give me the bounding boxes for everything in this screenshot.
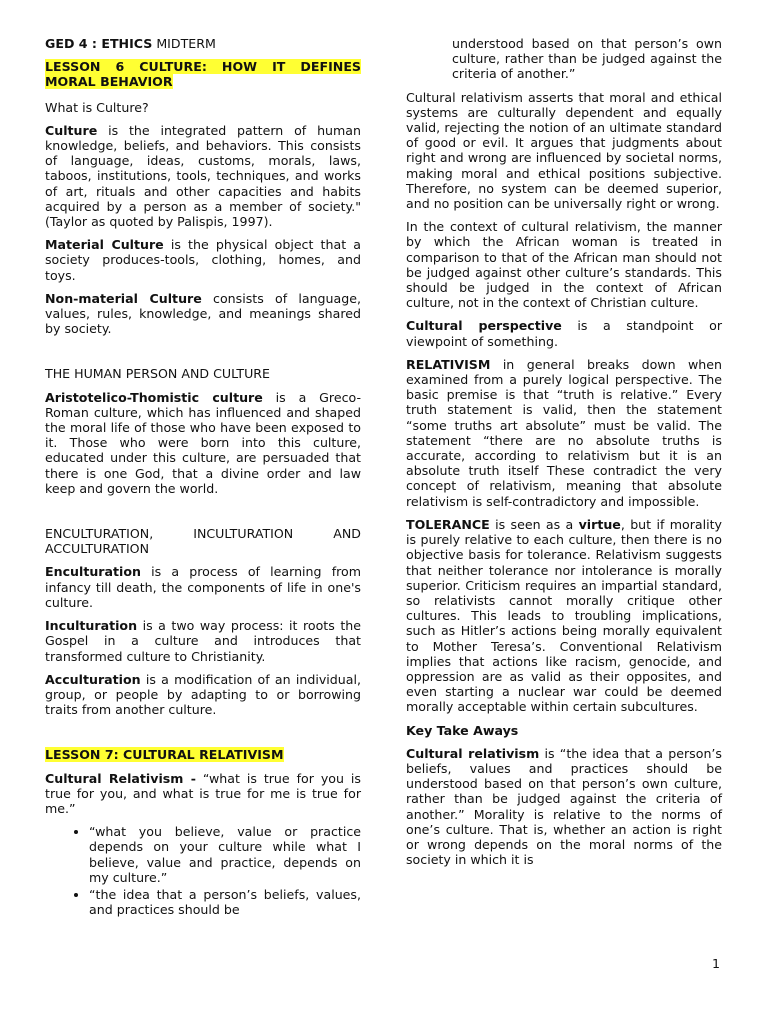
acculturation-definition: Acculturation is a modification of an individual, group, or people by adapting to or borrowing traits from another culture.: [45, 671, 361, 718]
relativism-bullet-list: [45, 824, 361, 917]
right-column: [406, 36, 722, 875]
aristotelico-definition: Aristotelico-Thomistic culture is a Greco-Roman culture, which has influenced and shaped the moral life of those who have been exposed to it. Those who were born into this culture, educated under this culture, are persuaded that there is one God, that a divine order and law keep and govern the world.: [45, 389, 361, 496]
inculturation-definition: Inculturation is a two way process: it roots the Gospel in a culture and introduces that transformed culture to Christianity.: [45, 618, 361, 664]
bullet-continuation: understood based on that person’s own culture, rather than be judged against the criteria of another.”: [452, 36, 722, 82]
relativism-paragraph: RELATIVISM in general breaks down when examined from a purely logical perspective. The basic premise is that “truth is relative.” Every truth statement is valid, then the statement “some truths art absolute” must be valid. The statement “there are no absolute truths is accurate, according to relativism but it is an absolute truth itself These contradict the very concept of relativism, meaning that absolute relativism is self-contradictory and impossible.: [406, 356, 722, 509]
list-item: • “the idea that a person’s beliefs, values, and practices should be: [89, 887, 361, 917]
culture-question: What is Culture?: [45, 99, 149, 115]
nonmaterial-culture-definition: Non-material Culture consists of language, values, rules, knowledge, and meanings shared by society.: [45, 290, 361, 337]
key-takeaways-heading: Key Take Aways: [406, 722, 519, 738]
cultural-relativism-definition: Cultural Relativism - “what is true for you is true for you, and what is true for me is true for me.”: [45, 770, 361, 816]
material-culture-definition: Material Culture is the physical object that a society produces-tools, clothing, homes, and toys.: [45, 237, 361, 283]
left-column: [45, 36, 361, 919]
lesson6-title: LESSON 6 CULTURE: HOW IT DEFINES MORAL BEHAVIOR: [45, 59, 361, 90]
african-context-paragraph: In the context of cultural relativism, the manner by which the African woman is treated in comparison to that of the African man should not be judged against other culture’s standards. This should be judged in the context of African culture, not in the context of Christian culture.: [406, 219, 722, 311]
enculturation-definition: Enculturation is a process of learning from infancy till death, the components of life in one's culture.: [45, 564, 361, 610]
enculturation-heading: ENCULTURATION, INCULTURATION AND ACCULTURATION: [45, 526, 361, 557]
tolerance-paragraph: TOLERANCE is seen as a virtue, but if morality is purely relative to each culture, then there is no objective basis for tolerance. Relativism suggests that neither tolerance nor intolerance is morally superior. Criticism requires an impartial standard, so relativists cannot morally critique other cultures. This leads to troubling implications, such as Hitler’s actions being morally equivalent to Mother Teresa’s. Conventional Relativism implies that actions like racism, genocide, and oppression are as valid as their opposites, and even starting a nuclear war could be deemed morally acceptable within certain subcultures.: [406, 516, 722, 715]
doc-header: GED 4 : ETHICS MIDTERM: [45, 36, 216, 51]
page-number: 1: [712, 956, 721, 971]
list-item: • “what you believe, value or practice depends on your culture while what I believe, value and practice, depends on my culture.”: [89, 824, 361, 885]
cultural-perspective-definition: Cultural perspective is a standpoint or viewpoint of something.: [406, 318, 723, 349]
key-takeaway-paragraph: Cultural relativism is “the idea that a person’s beliefs, values and practices should be understood based on that person’s own culture, rather than be judged against the criteria of another.” Morality is relative to the norms of one’s culture. That is, whether an action is right or wrong depends on the moral norms of the society in which it is: [406, 745, 722, 868]
relativism-asserts-paragraph: Cultural relativism asserts that moral and ethical systems are culturally dependent and equally valid, rejecting the notion of an ultimate standard of good or evil. It argues that judgments about right and wrong are influenced by societal norms, making moral and ethical positions subjective. Therefore, no system can be deemed superior, and no position can be universally right or wrong.: [406, 89, 722, 212]
human-person-heading: THE HUMAN PERSON AND CULTURE: [45, 366, 270, 382]
lesson7-title: LESSON 7: CULTURAL RELATIVISM: [45, 747, 284, 763]
culture-definition: Culture is the integrated pattern of human knowledge, beliefs, and behaviors. This consists of language, ideas, customs, morals, laws, taboos, institutions, tools, techniques, and works of art, rituals and other capacities and habits acquired by a person as a member of society." (Taylor as quoted by Palispis, 1997).: [45, 122, 361, 230]
